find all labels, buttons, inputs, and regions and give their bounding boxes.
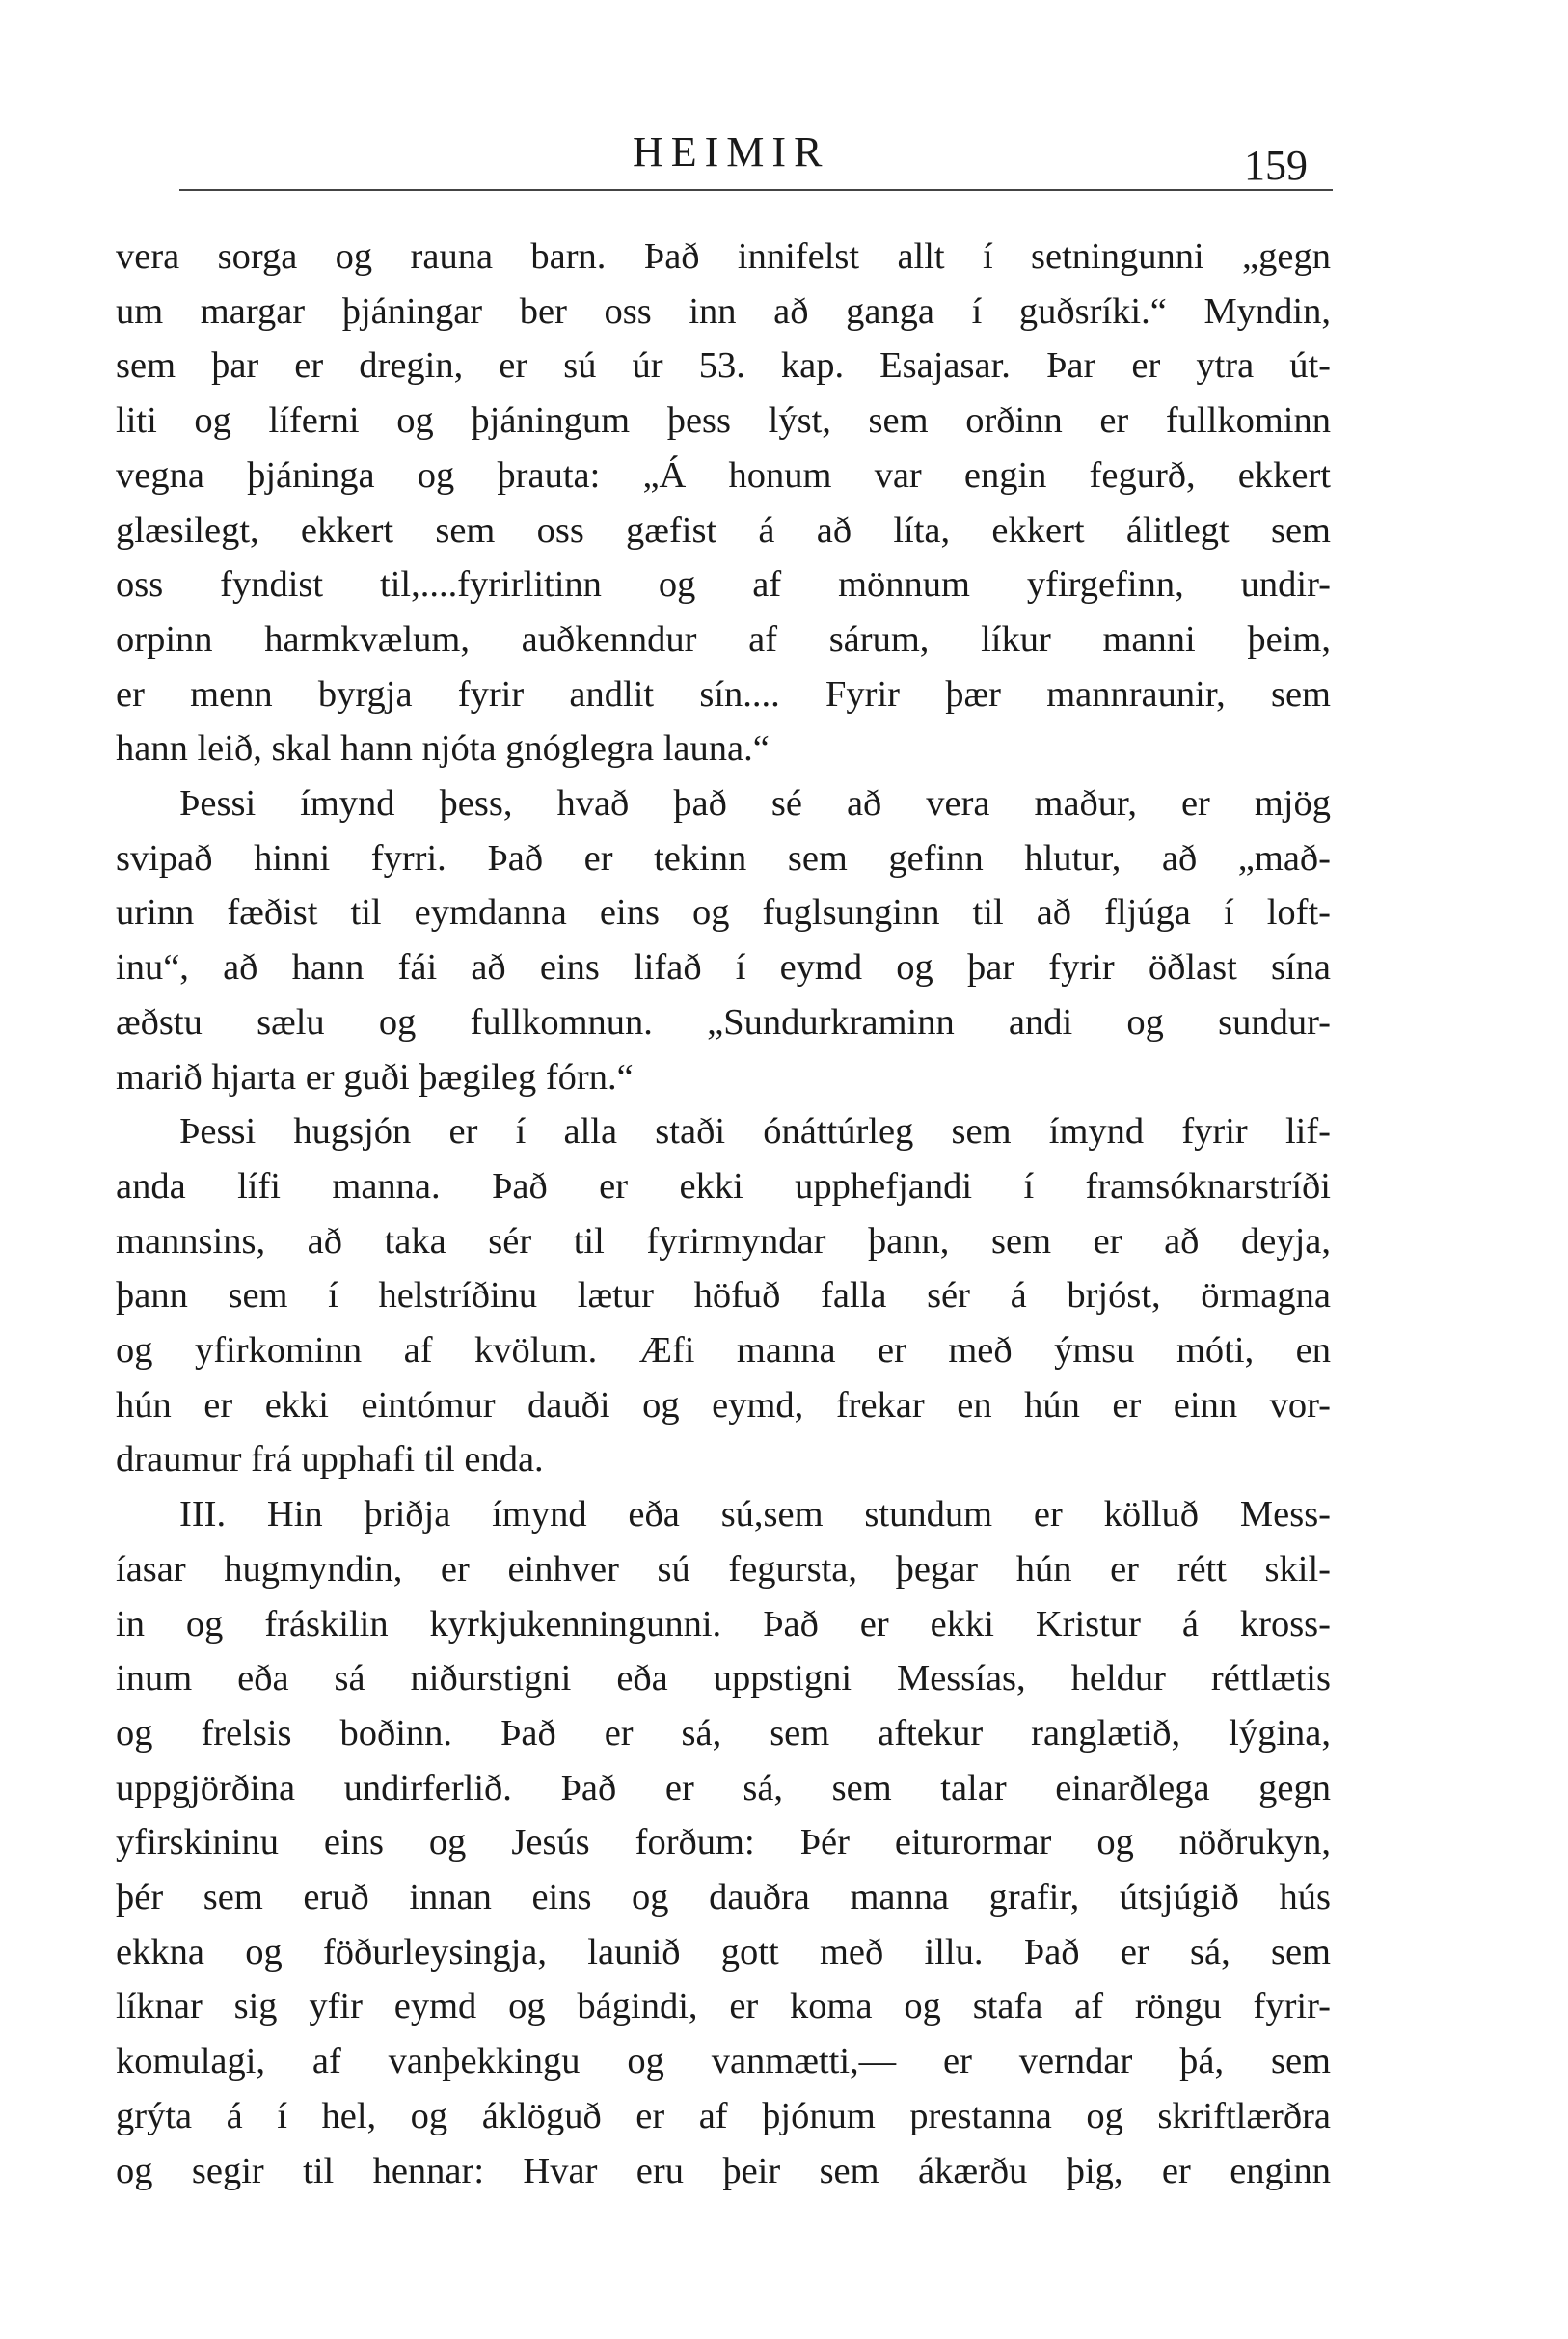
text-line: og yfirkominn af kvölum. Æfi manna er með ýmsu móti, en — [116, 1330, 1331, 1371]
running-title: HEIMIR — [633, 128, 830, 176]
text-line: glæsilegt, ekkert sem oss gæfist á að líta, ekkert álitlegt sem — [116, 510, 1331, 551]
text-line: ekkna og föðurleysingja, launið gott með illu. Það er sá, sem — [116, 1932, 1331, 1972]
text-line: og segir til hennar: Hvar eru þeir sem ákærðu þig, er enginn — [116, 2151, 1331, 2191]
text-line: oss fyndist til,....fyrirlitinn og af mönnum yfirgefinn, undir- — [116, 564, 1331, 605]
text-line: sem þar er dregin, er sú úr 53. kap. Esajasar. Þar er ytra út- — [116, 345, 1331, 386]
text-line: um margar þjáningar ber oss inn að ganga í guðsríki.“ Myndin, — [116, 291, 1331, 332]
text-line: draumur frá upphafi til enda. — [116, 1439, 544, 1480]
text-line: Þessi ímynd þess, hvað það sé að vera maður, er mjög — [179, 783, 1331, 824]
text-line: orpinn harmkvælum, auðkenndur af sárum, líkur manni þeim, — [116, 619, 1331, 660]
text-line: og frelsis boðinn. Það er sá, sem aftekur ranglætið, lýgina, — [116, 1713, 1331, 1754]
text-line: uppgjörðina undirferlið. Það er sá, sem talar einarðlega gegn — [116, 1768, 1331, 1809]
text-line: inum eða sá niðurstigni eða uppstigni Messías, heldur réttlætis — [116, 1658, 1331, 1699]
text-line: er menn byrgja fyrir andlit sín.... Fyrir þær mannraunir, sem — [116, 674, 1331, 715]
text-line: líknar sig yfir eymd og bágindi, er koma og stafa af röngu fyrir- — [116, 1986, 1331, 2026]
text-line: Þessi hugsjón er í alla staði ónáttúrleg sem ímynd fyrir lif- — [179, 1111, 1331, 1152]
text-line: yfirskininu eins og Jesús forðum: Þér eiturormar og nöðrukyn, — [116, 1822, 1331, 1863]
text-line: svipað hinni fyrri. Það er tekinn sem gefinn hlutur, að „mað- — [116, 838, 1331, 879]
text-line: íasar hugmyndin, er einhver sú fegursta, þegar hún er rétt skil- — [116, 1549, 1331, 1590]
text-line: þann sem í helstríðinu lætur höfuð falla sér á brjóst, örmagna — [116, 1275, 1331, 1316]
text-line: inu“, að hann fái að eins lifað í eymd og þar fyrir öðlast sína — [116, 947, 1331, 988]
page-number: 159 — [1244, 142, 1308, 189]
text-line: in og fráskilin kyrkjukenningunni. Það er ekki Kristur á kross- — [116, 1604, 1331, 1645]
text-line: komulagi, af vanþekkingu og vanmætti,— er verndar þá, sem — [116, 2041, 1331, 2081]
text-line: æðstu sælu og fullkomnun. „Sundurkraminn andi og sundur- — [116, 1002, 1331, 1043]
text-line: hann leið, skal hann njóta gnóglegra launa.“ — [116, 728, 770, 769]
running-head — [0, 123, 1568, 189]
text-line: III. Hin þriðja ímynd eða sú,sem stundum er kölluð Mess- — [179, 1494, 1331, 1535]
header-rule — [179, 189, 1333, 191]
text-line: mannsins, að taka sér til fyrirmyndar þann, sem er að deyja, — [116, 1221, 1331, 1262]
text-line: vera sorga og rauna barn. Það innifelst allt í setningunni „gegn — [116, 236, 1331, 277]
text-line: grýta á í hel, og áklöguð er af þjónum prestanna og skriftlærðra — [116, 2096, 1331, 2136]
text-line: hún er ekki eintómur dauði og eymd, frekar en hún er einn vor- — [116, 1385, 1331, 1426]
text-line: urinn fæðist til eymdanna eins og fuglsunginn til að fljúga í loft- — [116, 892, 1331, 933]
text-line: vegna þjáninga og þrauta: „Á honum var engin fegurð, ekkert — [116, 455, 1331, 496]
text-line: þér sem eruð innan eins og dauðra manna grafir, útsjúgið hús — [116, 1877, 1331, 1917]
text-line: anda lífi manna. Það er ekki upphefjandi í framsóknarstríði — [116, 1166, 1331, 1207]
text-line: liti og líferni og þjáningum þess lýst, sem orðinn er fullkominn — [116, 400, 1331, 441]
text-line: marið hjarta er guði þægileg fórn.“ — [116, 1057, 634, 1098]
